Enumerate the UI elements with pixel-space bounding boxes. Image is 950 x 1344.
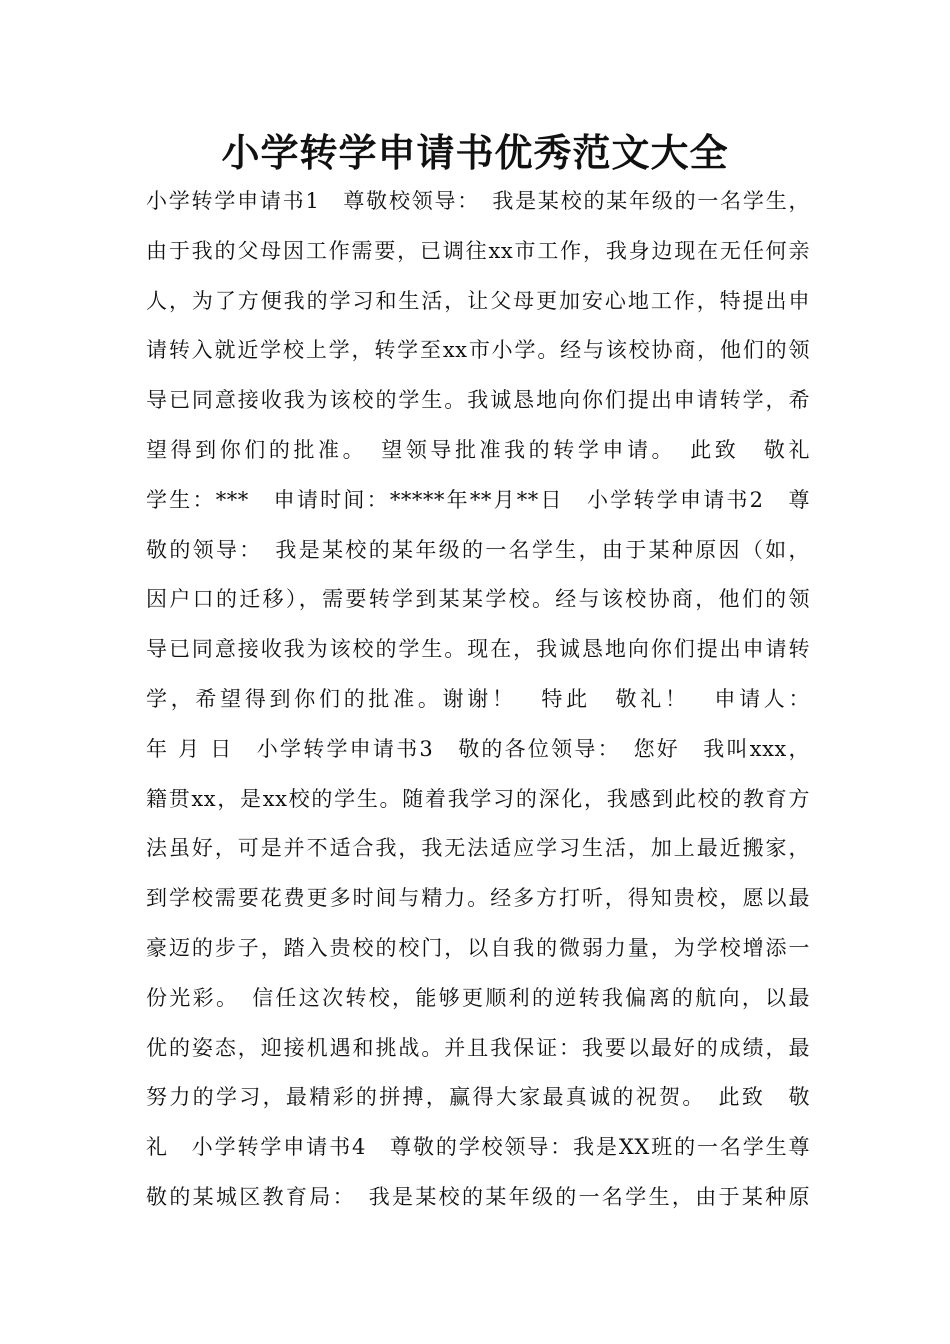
body-line: 法虽好，可是并不适合我，我无法适应学习生活，加上最近搬家， — [146, 836, 810, 861]
body-line: 导已同意接收我为该校的学生。我诚恳地向你们提出申请转学，希 — [146, 388, 810, 413]
body-line: 小学转学申请书1 尊敬校领导： 我是某校的某年级的一名学生， — [146, 189, 810, 213]
body-line: 学生：*** 申请时间：*****年**月**日 小学转学申请书2 尊 — [146, 487, 810, 512]
body-line: 学，希望得到你们的批准。谢谢！ 特此 敬礼！ 申请人： — [146, 686, 810, 711]
body-line: 籍贯xx，是xx校的学生。随着我学习的深化，我感到此校的教育方 — [146, 786, 810, 811]
body-line: 豪迈的步子，踏入贵校的校门，以自我的微弱力量，为学校增添一 — [146, 935, 810, 960]
body-line: 优的姿态，迎接机遇和挑战。并且我保证：我要以最好的成绩，最 — [146, 1035, 810, 1060]
document-title: 小学转学申请书优秀范文大全 — [221, 131, 729, 175]
body-line: 望得到你们的批准。 望领导批准我的转学申请。 此致 敬礼 — [146, 437, 810, 462]
body-line: 请转入就近学校上学，转学至xx市小学。经与该校协商，他们的领 — [146, 338, 810, 363]
document-body — [146, 183, 810, 1229]
body-line: 敬的领导： 我是某校的某年级的一名学生，由于某种原因（如， — [146, 537, 810, 562]
body-line: 努力的学习，最精彩的拼搏，赢得大家最真诚的祝贺。 此致 敬 — [146, 1085, 810, 1110]
body-line: 导已同意接收我为该校的学生。现在，我诚恳地向你们提出申请转 — [146, 637, 810, 662]
body-line: 年 月 日 小学转学申请书3 敬的各位领导： 您好 我叫xxx， — [146, 736, 810, 761]
body-line: 由于我的父母因工作需要，已调往xx市工作，我身边现在无任何亲 — [146, 238, 810, 263]
body-line: 敬的某城区教育局： 我是某校的某年级的一名学生，由于某种原 — [146, 1184, 810, 1209]
body-line: 因户口的迁移），需要转学到某某学校。经与该校协商，他们的领 — [146, 587, 810, 612]
body-line: 到学校需要花费更多时间与精力。经多方打听，得知贵校，愿以最 — [146, 886, 810, 911]
body-line: 份光彩。 信任这次转校，能够更顺利的逆转我偏离的航向，以最 — [146, 985, 810, 1010]
body-line: 人，为了方便我的学习和生活，让父母更加安心地工作，特提出申 — [146, 288, 810, 313]
body-line: 礼 小学转学申请书4 尊敬的学校领导：我是XX班的一名学生尊 — [146, 1135, 810, 1160]
